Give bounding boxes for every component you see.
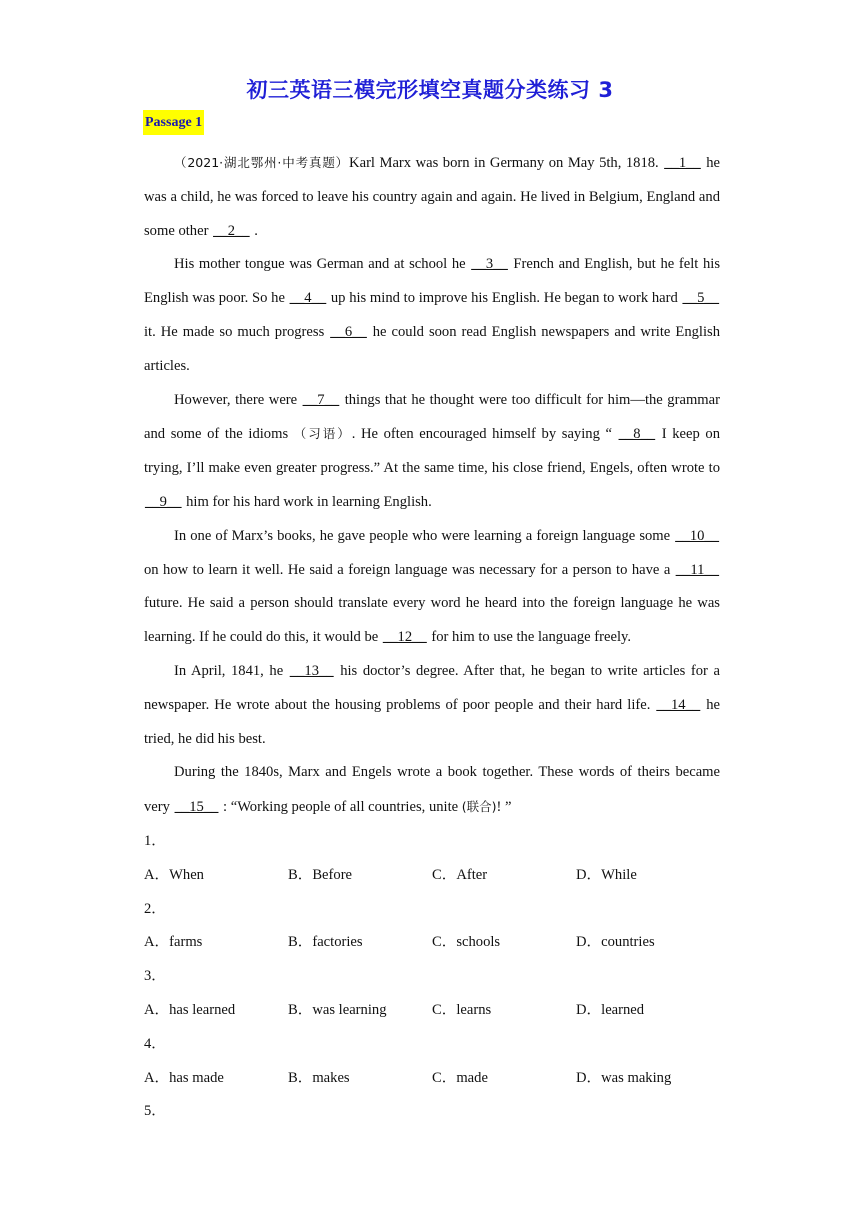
passage-text: he could soon read English newspapers and write English articles. [144, 323, 720, 374]
passage-paragraph [144, 756, 720, 825]
passage-text: During the 1840s, Marx and Engels wrote a book together. These words of theirs became very [144, 764, 720, 816]
option-row [144, 859, 720, 893]
question-list [144, 825, 720, 1129]
passage-text: ! ” [496, 799, 512, 816]
answer-option[interactable]: B．was learning [288, 1001, 387, 1018]
question-number: 2． [144, 900, 166, 917]
cloze-blank: __6__ [330, 323, 367, 340]
cloze-blank: __8__ [618, 426, 656, 443]
passage-text: him for his hard work in learning English. [182, 493, 432, 510]
answer-option[interactable]: B．factories [288, 934, 363, 951]
passage-label: Passage 1 [143, 110, 204, 135]
answer-option[interactable]: D．was making [576, 1069, 672, 1086]
passage-text: French and English, but he felt his English was poor. So he [144, 256, 721, 307]
passage-text: on how to learn it well. He said a foreign language was necessary for a person to have a [144, 561, 675, 578]
annotation-text: （习语） [293, 426, 352, 442]
question-number: 4． [144, 1035, 166, 1052]
passage-text: . [250, 222, 258, 239]
cloze-blank: __15__ [174, 799, 219, 816]
answer-option[interactable]: D．While [576, 866, 637, 883]
answer-option[interactable]: B．makes [288, 1069, 350, 1086]
option-row [144, 926, 720, 960]
answer-option[interactable]: B．Before [288, 866, 353, 883]
cloze-blank: __4__ [289, 290, 327, 307]
cloze-blank: __11__ [675, 561, 719, 578]
cloze-blank: __7__ [302, 391, 340, 408]
passage-text: In one of Marx’s books, he gave people who were learning a foreign language some [174, 527, 675, 544]
passage-text: I keep on trying, I’ll make even greater progress.” At the same time, his close friend, Engels, often wrote to [144, 426, 720, 477]
passage-text: for him to use the language freely. [427, 629, 631, 646]
option-row [144, 1062, 720, 1096]
question-number: 5． [144, 1103, 166, 1120]
answer-option[interactable]: D．countries [576, 934, 655, 951]
question-number: 1． [144, 832, 166, 849]
annotation-text: (联合) [461, 799, 497, 815]
passage-text: things that he thought were too difficult for him—the grammar and some of the idioms [144, 391, 720, 443]
answer-option[interactable]: A．has learned [144, 1001, 236, 1018]
cloze-blank: __13__ [289, 662, 334, 679]
cloze-blank: __9__ [145, 493, 182, 510]
passage-text: However, there were [174, 391, 302, 408]
passage-text: Karl Marx was born in Germany on May 5th, 1818. [349, 155, 664, 171]
annotation-text: （2021·湖北鄂州·中考真题） [174, 155, 350, 170]
passage-text: In April, 1841, he [174, 662, 289, 679]
passage-paragraph [144, 520, 720, 655]
passage-paragraph [144, 146, 720, 248]
answer-option[interactable]: C．learns [432, 1001, 492, 1018]
cloze-blank: __1__ [664, 155, 701, 171]
passage-paragraph [144, 384, 720, 520]
cloze-blank: __10__ [675, 527, 719, 544]
answer-option[interactable]: C．After [432, 866, 488, 883]
cloze-blank: __12__ [382, 629, 427, 646]
passage-text: he tried, he did his best. [144, 696, 720, 747]
question-number: 3． [144, 968, 166, 985]
passage-paragraphs [144, 146, 720, 825]
passage-text: he was a child, he was forced to leave his country again and again. He lived in Belgium, England and some other [144, 155, 720, 239]
page-title: 初三英语三模完形填空真题分类练习 3 [246, 78, 614, 102]
passage-text: it. He made so much progress [144, 323, 330, 340]
cloze-blank: __5__ [682, 290, 720, 307]
passage-text: future. He said a person should translate every word he heard into the foreign language he was learning. If he could do this, it would be [144, 595, 720, 646]
answer-option[interactable]: A．farms [144, 934, 203, 951]
cloze-blank: __2__ [213, 222, 250, 239]
passage-body [144, 146, 720, 1129]
passage-text: . He often encouraged himself by saying “ [351, 426, 618, 443]
cloze-blank: __3__ [471, 256, 508, 273]
passage-text: His mother tongue was German and at school he [174, 256, 471, 273]
passage-text: up his mind to improve his English. He began to work hard [327, 290, 682, 307]
passage-paragraph [144, 248, 720, 383]
cloze-blank: __14__ [656, 696, 701, 713]
answer-option[interactable]: C．made [432, 1069, 488, 1086]
passage-text: his doctor’s degree. After that, he began to write articles for a newspaper. He wrote about the housing problems of poor people and their hard life. [144, 662, 720, 713]
answer-option[interactable]: D．learned [576, 1001, 645, 1018]
passage-paragraph [144, 655, 720, 756]
answer-option[interactable]: C．schools [432, 934, 501, 951]
passage-text: : “Working people of all countries, unite [219, 799, 462, 816]
option-row [144, 994, 720, 1028]
answer-option[interactable]: A．has made [144, 1069, 224, 1086]
answer-option[interactable]: A．When [144, 866, 204, 883]
